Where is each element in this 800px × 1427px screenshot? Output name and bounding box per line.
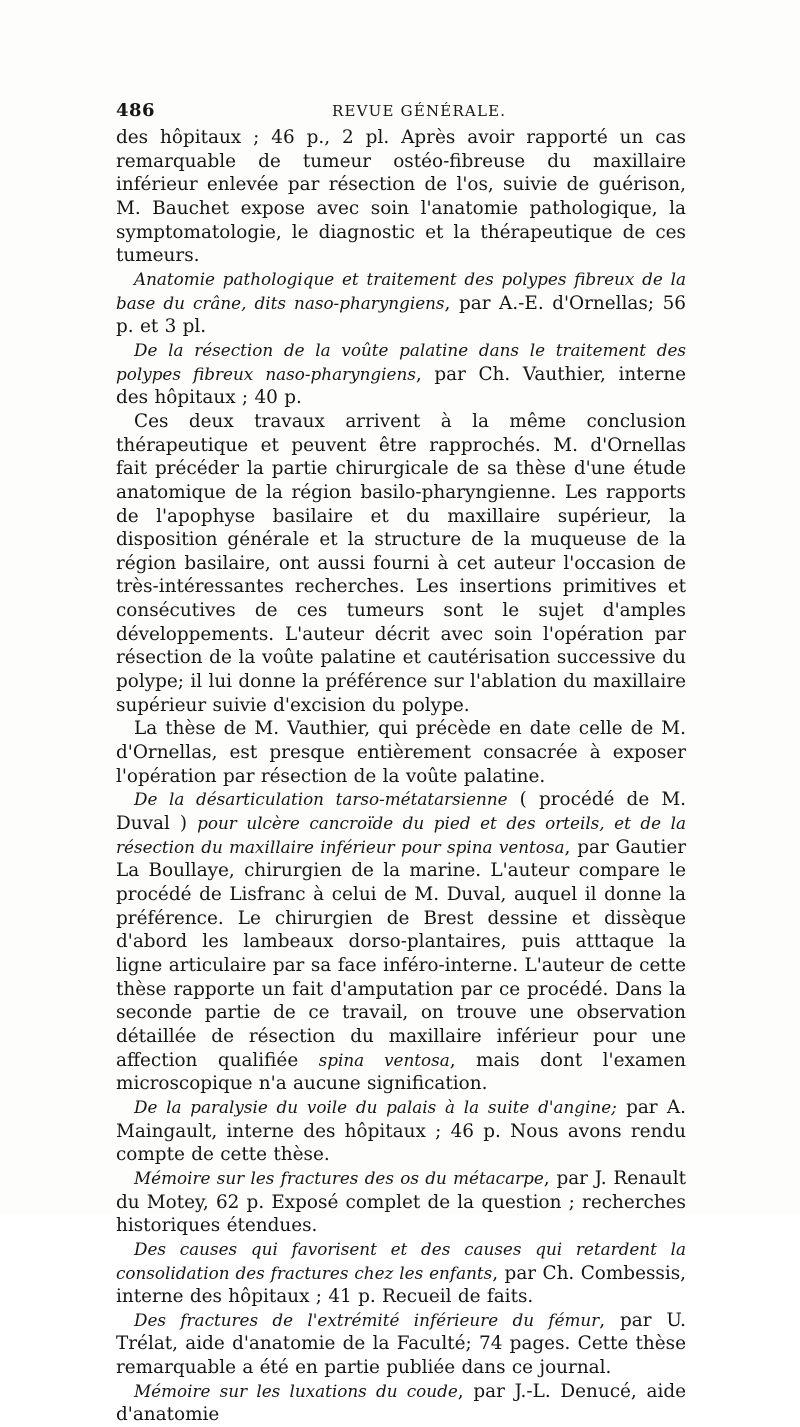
work-title: pour ulcère cancroïde du pied et des orteils, et de la résection du maxillaire inférieur pour spina ventosa bbox=[116, 813, 686, 857]
paragraph bbox=[116, 410, 686, 718]
work-title: De la paralysie du voile du palais à la suite d'angine; bbox=[134, 1096, 617, 1117]
paragraph bbox=[116, 268, 686, 339]
paragraph bbox=[116, 717, 686, 788]
work-title: Des causes qui favorisent et des causes qui retardent la consolidation des fractures chez les enfants bbox=[116, 1238, 686, 1283]
paragraph bbox=[116, 1309, 686, 1380]
text-run: , par Ch. Combessis, interne des hôpitaux ; 41 p. Recueil de faits. bbox=[116, 1262, 687, 1308]
text-run: ( procédé de M. Duval ) bbox=[116, 789, 686, 835]
text-run: , par Ch. Vauthier, interne des hôpitaux ; 40 p. bbox=[116, 363, 686, 409]
body-text bbox=[116, 126, 686, 1427]
text-run: , par J.-L. Denucé, aide d'anatomie bbox=[116, 1380, 686, 1426]
text-run: , par U. Trélat, aide d'anatomie de la Faculté; 74 pages. Cette thèse remarquable a été en partie publiée dans ce journal. bbox=[116, 1309, 686, 1379]
text-run: La thèse de M. Vauthier, qui précède en date celle de M. d'Ornellas, est presque entièrement consacrée à exposer l'opération par résection de la voûte palatine. bbox=[116, 718, 686, 787]
paragraph bbox=[116, 1096, 686, 1167]
work-title: De la désarticulation tarso-métatarsienne bbox=[134, 789, 508, 810]
work-title: Anatomie pathologique et traitement des polypes fibreux de la base du crâne, dits naso-pharyngiens bbox=[116, 268, 686, 313]
page-header bbox=[116, 100, 686, 126]
text-run: des hôpitaux ; 46 p., 2 pl. Après avoir rapporté un cas remarquable de tumeur ostéo-fibreuse du maxillaire inférieur enlevée par résection de l'os, suivie de guérison, M. Bauchet expose avec soin l'anatomie pathologique, la symptomatologie, le diagnostic et la thérapeutique de ces tumeurs. bbox=[116, 127, 686, 267]
text-run: , par A.-E. d'Ornellas; 56 p. et 3 pl. bbox=[116, 292, 686, 338]
paragraph bbox=[116, 1238, 686, 1309]
paragraph bbox=[116, 788, 686, 1096]
paragraph bbox=[116, 126, 686, 268]
paragraph bbox=[116, 339, 686, 410]
paragraph bbox=[116, 1167, 686, 1238]
text-run: par A. Maingault, interne des hôpitaux ; 46 p. Nous avons rendu compte de cette thèse. bbox=[116, 1096, 686, 1166]
text-run: Ces deux travaux arrivent à la même conclusion thérapeutique et peuvent être rapprochés. M. d'Ornellas fait précéder la partie chirurgicale de sa thèse d'une étude anatomique de la région basilo-pharyngienne. Les rapports de l'apophyse basilaire et du maxillaire supérieur, la disposition générale et la structure de la muqueuse de la région basilaire, ont aussi fourni à cet auteur l'occasion de très-intéressantes recherches. Les insertions primitives et consécutives de ces tumeurs sont le sujet d'amples développements. L'auteur décrit avec soin l'opération par résection de la voûte palatine et cautérisation successive du polype; il lui donne la préférence sur l'ablation du maxillaire supérieur suivie d'excision du polype. bbox=[116, 410, 686, 716]
work-title: Mémoire sur les luxations du coude bbox=[134, 1380, 458, 1401]
paragraph bbox=[116, 1380, 686, 1427]
running-title: REVUE GÉNÉRALE. bbox=[332, 102, 507, 120]
italic-term: spina ventosa bbox=[318, 1049, 450, 1070]
text-run: , par J. Renault du Motey, 62 p. Exposé complet de la question ; recherches historiques étendues. bbox=[116, 1167, 687, 1237]
text-run: , mais dont l'examen microscopique n'a aucune signification. bbox=[116, 1049, 686, 1095]
work-title: De la résection de la voûte palatine dans le traitement des polypes fibreux naso-pharyngiens bbox=[116, 339, 686, 384]
work-title: Mémoire sur les fractures des os du métacarpe bbox=[134, 1167, 544, 1188]
page-number: 486 bbox=[116, 100, 156, 121]
work-title: Des fractures de l'extrémité inférieure du fémur bbox=[134, 1309, 600, 1330]
text-run: , par Gautier La Boullaye, chirurgien de la marine. L'auteur compare le procédé de Lisfranc à celui de M. Duval, auquel il donne la préférence. Le chirurgien de Brest dessine et dissèque d'abord les lambeaux dorso-plantaires, puis atttaque la ligne articulaire par sa face inféro-interne. L'auteur de cette thèse rapporte un fait d'amputation par ce procédé. Dans la seconde partie de ce travail, on trouve une observation détaillée de résection du maxillaire inférieur pour une affection qualifiée bbox=[116, 836, 687, 1071]
